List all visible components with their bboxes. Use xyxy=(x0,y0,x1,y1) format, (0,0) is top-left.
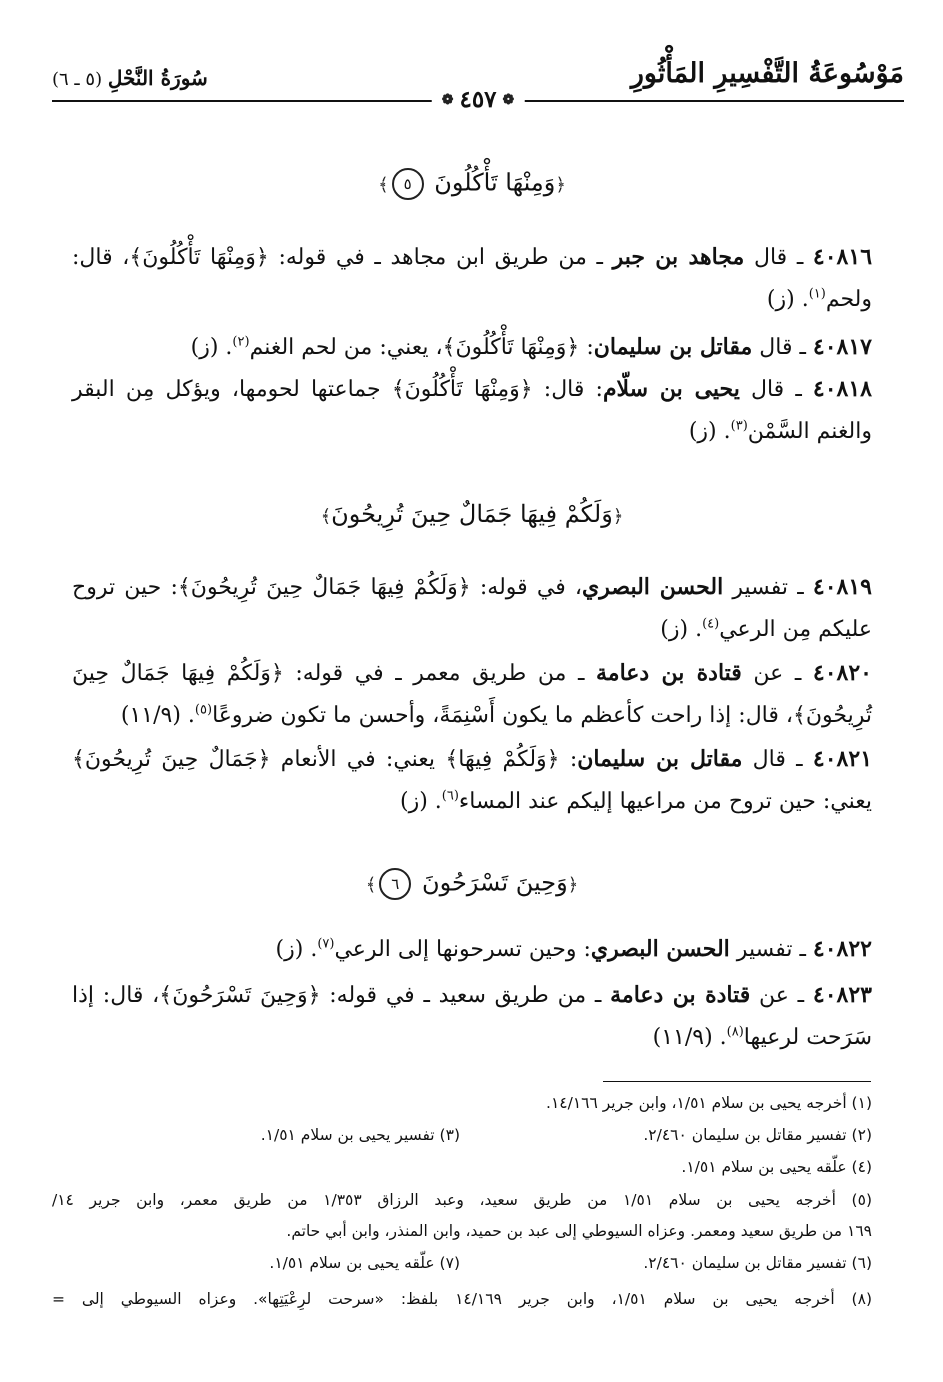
entry-text: ـ قال xyxy=(742,747,813,772)
entry-text: ، قال: ولحم xyxy=(72,245,872,312)
entry-text: : xyxy=(559,747,578,772)
narrator-name: قتادة بن دعامة xyxy=(596,660,742,686)
entry-text: ـ عن xyxy=(750,983,813,1008)
entry-text: : قال: xyxy=(532,377,603,402)
verse-heading xyxy=(72,500,872,528)
quran-quote: ﴿وَحِينَ تَسْرَحُونَ﴾ xyxy=(159,983,321,1008)
footnote: ١٦٩ من طريق سعيد ومعمر. وعزاه السيوطي إلى عبد بن حميد، وابن المنذر، وابن أبي حاتم. xyxy=(286,1222,872,1240)
footnote: (٢) تفسير مقاتل بن سليمان ٢/٤٦٠. xyxy=(643,1126,872,1144)
entry-text: يعني: في الأنعام xyxy=(270,747,446,772)
page-number-block xyxy=(432,86,525,113)
entry-number: ٤٠٨٢٢ xyxy=(812,936,872,962)
ornament-icon: ❁ xyxy=(502,91,515,108)
footnote-ref[interactable]: (٨) xyxy=(726,1024,744,1040)
surah-name: سُورَةُ النَّحْلِ xyxy=(107,66,208,90)
entry-text: ـ قال xyxy=(739,377,813,402)
ayah-number-icon: ٥ xyxy=(392,168,424,200)
entry-tail: . (١١/٩) xyxy=(652,1025,727,1050)
entry-tail: . (ز) xyxy=(766,287,809,312)
entry xyxy=(72,974,872,1059)
footnote: (٥) أخرجه يحيى بن سلام ١/٥١ من طريق سعيد، وعبد الرزاق ١/٣٥٣ من طريق معمر، وابن جرير ١٤/ xyxy=(52,1191,872,1209)
page-number: ٤٥٧ xyxy=(459,86,497,113)
narrator-name: مجاهد بن جبر xyxy=(612,244,745,270)
verse-heading xyxy=(72,868,872,900)
entry-text: ، يعني: من لحم الغنم xyxy=(249,335,443,360)
quran-quote: ﴿جَمَالٌ حِينَ تُرِيحُونَ﴾ xyxy=(72,747,271,772)
footnote: (٤) علّقه يحيى بن سلام ١/٥١. xyxy=(681,1158,872,1176)
entry-text: يعني: حين تروح من مراعيها إليكم عند المساء xyxy=(458,789,872,814)
entry-text: ـ من طريق ابن مجاهد ـ في قوله: xyxy=(268,245,613,270)
footnote: (٨) أخرجه يحيى بن سلام ١/٥١، وابن جرير ١٤/١٦٩ بلفظ: «سرحت لرِعْيَتِها». وعزاه السيوطي إلى = xyxy=(52,1290,872,1308)
verse-text: وَلَكُمْ فِيهَا جَمَالٌ حِينَ تُرِيحُونَ xyxy=(331,500,613,528)
verse-heading xyxy=(72,168,872,200)
ayah-number-icon: ٦ xyxy=(379,868,411,900)
footnote: (١) أخرجه يحيى بن سلام ١/٥١، وابن جرير ١٤/١٦٦. xyxy=(546,1094,872,1112)
narrator-name: مقاتل بن سليمان xyxy=(593,334,753,360)
entry-number: ٤٠٨١٨ xyxy=(812,376,872,402)
entry-text: ـ من طريق سعيد ـ في قوله: xyxy=(320,983,611,1008)
footnote: (٧) علّقه يحيى بن سلام ١/٥١. xyxy=(269,1254,460,1272)
footnote-ref[interactable]: (٣) xyxy=(730,418,748,434)
narrator-name: الحسن البصري xyxy=(590,936,730,962)
footnote-ref[interactable]: (٧) xyxy=(317,936,335,952)
quran-quote: ﴿وَلَكُمْ فِيهَا﴾ xyxy=(445,747,560,772)
quran-bracket-open: ﴿ xyxy=(555,174,566,196)
ornament-icon: ❁ xyxy=(441,91,454,108)
quran-quote: ﴿وَلَكُمْ فِيهَا جَمَالٌ حِينَ تُرِيحُونَ﴾ xyxy=(177,575,471,600)
verse-range: (٥ ـ ٦) xyxy=(52,69,103,90)
entry-tail: . (ز) xyxy=(190,335,233,360)
footnote: (٣) تفسير يحيى بن سلام ١/٥١. xyxy=(260,1126,460,1144)
footnote-ref[interactable]: (٥) xyxy=(194,702,213,718)
quran-bracket-close: ﴾ xyxy=(378,174,389,196)
verse-text: وَحِينَ تَسْرَحُونَ xyxy=(421,868,568,897)
entry-text: ـ قال xyxy=(744,245,813,270)
entry-text: ، قال: إذا سَرَحت لرعيها xyxy=(72,983,872,1050)
entry xyxy=(72,236,872,321)
entry-text: ـ تفسير xyxy=(729,937,813,962)
entry-number: ٤٠٨١٩ xyxy=(812,574,872,600)
entry-number: ٤٠٨٢٠ xyxy=(812,660,872,686)
entry-tail: . (ز) xyxy=(399,789,442,814)
quran-quote: ﴿وَلَكُمْ فِيهَا جَمَالٌ حِينَ تُرِيحُونَ﴾ xyxy=(72,661,872,728)
footnote-ref[interactable]: (١) xyxy=(808,286,826,302)
footnote-ref[interactable]: (٤) xyxy=(702,616,720,632)
quran-bracket-open: ﴿ xyxy=(612,506,624,527)
verse-text: وَمِنْهَا تَأْكُلُونَ xyxy=(434,168,556,197)
surah-label xyxy=(52,66,208,90)
entry-text: ـ من طريق معمر ـ في قوله: xyxy=(283,661,597,686)
quran-bracket-open: ﴿ xyxy=(567,874,579,896)
entry-text: ، في قوله: xyxy=(470,575,583,600)
page-header xyxy=(52,58,904,113)
narrator-name: قتادة بن دعامة xyxy=(610,982,751,1008)
entry xyxy=(72,326,872,369)
quran-bracket-close: ﴾ xyxy=(320,506,332,527)
entry-number: ٤٠٨١٧ xyxy=(812,334,872,360)
entry xyxy=(72,738,872,823)
footnote-ref[interactable]: (٢) xyxy=(232,334,250,350)
entry-tail: . (١١/٩) xyxy=(120,703,195,728)
narrator-name: يحيى بن سلّام xyxy=(602,376,740,402)
book-title: مَوْسُوعَةُ التَّفْسِيرِ المَأْثُورِ xyxy=(630,58,904,89)
footnote-ref[interactable]: (٦) xyxy=(441,788,459,804)
entry-text: : xyxy=(579,335,594,360)
entry xyxy=(72,652,872,737)
narrator-name: الحسن البصري xyxy=(582,574,724,600)
entry-number: ٤٠٨٢١ xyxy=(812,746,873,772)
entry-tail: . (ز) xyxy=(660,617,703,642)
quran-quote: ﴿وَمِنْهَا تَأْكُلُونَ﴾ xyxy=(391,377,533,402)
entry-tail: . (ز) xyxy=(688,419,731,444)
entry-text: ـ عن xyxy=(741,661,813,686)
footnote: (٦) تفسير مقاتل بن سليمان ٢/٤٦٠. xyxy=(643,1254,872,1272)
quran-quote: ﴿وَمِنْهَا تَأْكُلُونَ﴾ xyxy=(129,245,269,270)
entry-tail: . (ز) xyxy=(275,937,318,962)
entry-text: ، قال: إذا راحت كأعظم ما يكون أَسْنِمَةً، وأحسن ما تكون ضروعًا xyxy=(212,703,793,728)
entry-text: : وحين تسرحونها إلى الرعي xyxy=(334,937,591,962)
entry xyxy=(72,566,872,651)
entry xyxy=(72,928,872,971)
entry-number: ٤٠٨١٦ xyxy=(812,244,873,270)
entry-text: : حين تروح عليكم مِن الرعي xyxy=(72,575,872,642)
entry-text: جماعتها لحومها، ويؤكل مِن البقر والغنم السَّمْن xyxy=(72,377,872,444)
entry-number: ٤٠٨٢٣ xyxy=(812,982,872,1008)
narrator-name: مقاتل بن سليمان xyxy=(577,746,743,772)
quran-bracket-close: ﴾ xyxy=(365,874,377,896)
entry xyxy=(72,368,872,453)
entry-text: ـ قال xyxy=(752,335,813,360)
entry-text: ـ تفسير xyxy=(723,575,813,600)
quran-quote: ﴿وَمِنْهَا تَأْكُلُونَ﴾ xyxy=(442,335,580,360)
footnote-rule xyxy=(603,1081,871,1082)
